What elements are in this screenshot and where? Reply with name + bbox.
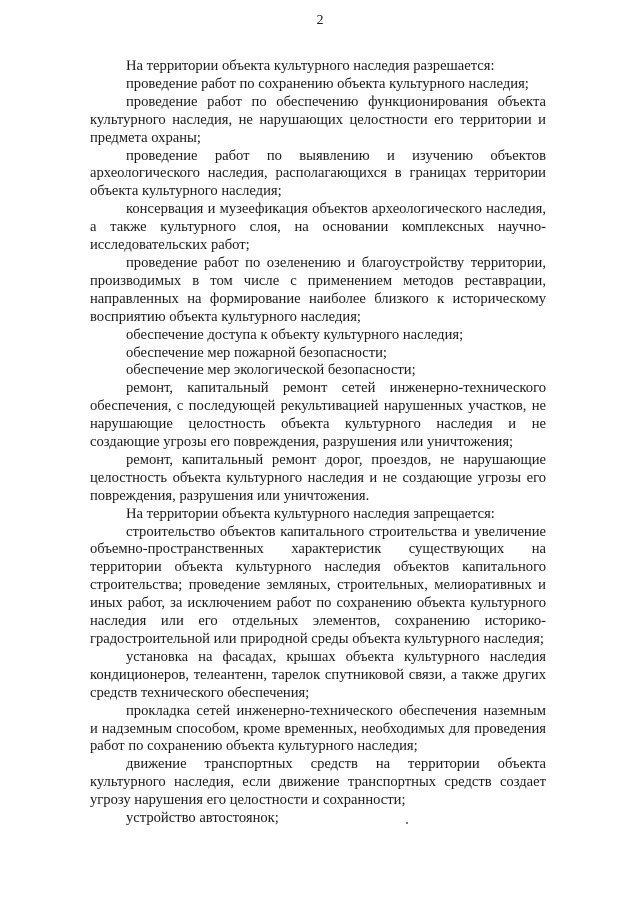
page-number: 2	[316, 13, 324, 28]
paragraph: ремонт, капитальный ремонт дорог, проездов, не нарушающие целостность объекта культурного наследия и не создающие угрозы его повреждения, разрушения или уничтожения.	[90, 451, 546, 504]
paragraph: проведение работ по обеспечению функционирования объекта культурного наследия, не нарушающих целостности его территории и предмета охраны;	[90, 93, 546, 146]
paragraph: прокладка сетей инженерно-технического обеспечения наземным и надземным способом, кроме временных, необходимых для проведения работ по сохранению объекта культурного наследия;	[90, 702, 546, 755]
paragraph: обеспечение мер экологической безопасности;	[126, 362, 416, 379]
paragraph: обеспечение доступа к объекту культурного наследия;	[126, 326, 464, 343]
paragraph: установка на фасадах, крышах объекта культурного наследия кондиционеров, телеантенн, тарелок спутниковой связи, а также других средств технического обеспечения;	[90, 648, 546, 701]
paragraph: проведение работ по сохранению объекта культурного наследия;	[126, 75, 529, 92]
paragraph: На территории объекта культурного наследия разрешается:	[126, 58, 495, 74]
document-body	[90, 58, 546, 828]
scan-speck	[406, 822, 408, 824]
paragraph: На территории объекта культурного наследия запрещается:	[126, 505, 495, 522]
paragraph: ремонт, капитальный ремонт сетей инженерно-технического обеспечения, с последующей рекультивацией нарушенных участков, не нарушающие целостность объекта культурного наследия и не создающие угрозы его повреждения, разрушения или уничтожения;	[90, 380, 546, 451]
paragraph: проведение работ по озеленению и благоустройству территории, производимых в том числе с применением методов реставрации, направленных на формирование наиболее близкого к историческому восприятию объекта культурного наследия;	[90, 254, 546, 325]
paragraph: проведение работ по выявлению и изучению объектов археологического наследия, располагающихся в границах территории объекта культурного наследия;	[90, 147, 546, 200]
paragraph: движение транспортных средств на территории объекта культурного наследия, если движение транспортных средств создает угрозу нарушения его целостности и сохранности;	[90, 756, 546, 809]
paragraph: строительство объектов капитального строительства и увеличение объемно-пространственных характеристик существующих на территории объекта культурного наследия объектов капитального строительства; проведение земляных, строительных, мелиоративных и иных работ, за исключением работ по сохранению объекта культурного наследия или его отдельных элементов, сохранению историко-градостроительной или природной среды объекта культурного наследия;	[90, 523, 546, 647]
paragraph: устройство автостоянок;	[126, 810, 279, 827]
paragraph: обеспечение мер пожарной безопасности;	[126, 344, 387, 361]
paragraph: консервация и музеефикация объектов археологического наследия, а также культурного слоя, на основании комплексных научно-исследовательских работ;	[90, 201, 546, 254]
